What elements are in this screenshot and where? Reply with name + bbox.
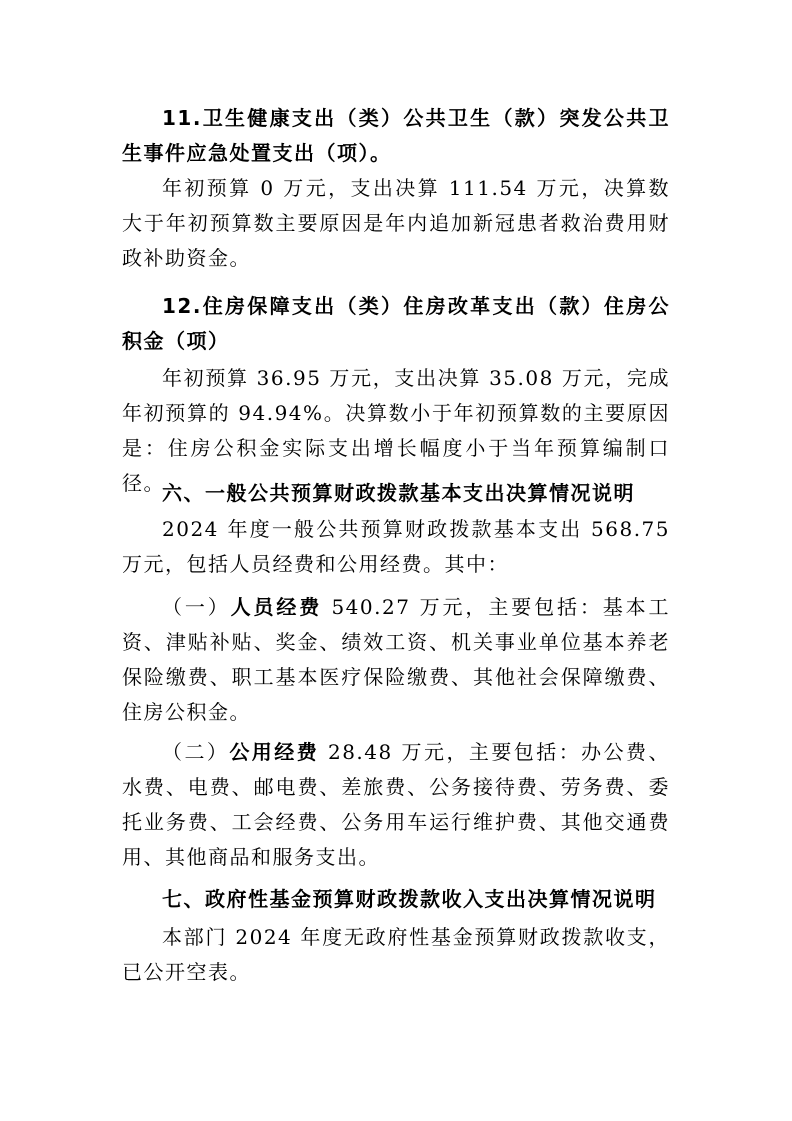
section-11-heading: 11.卫生健康支出（类）公共卫生（款）突发公共卫生事件应急处置支出（项）。 [122, 106, 670, 165]
public-expense-label: 公用经费 [229, 740, 320, 764]
section-7-heading: 七、政府性基金预算财政拨款收入支出决算情况说明 [162, 887, 657, 911]
public-expense-paragraph [122, 735, 670, 875]
section-12-heading: 12.住房保障支出（类）住房改革支出（款）住房公积金（项） [122, 294, 670, 353]
personnel-expense-prefix: （一） [162, 595, 231, 619]
public-expense-prefix: （二） [162, 740, 230, 764]
section-6-intro: 2024 年度一般公共预算财政拨款基本支出 568.75 万元，包括人员经费和公用经费。其中： [122, 517, 670, 576]
public-expense-text: 28.48 万元，主要包括：办公费、水费、电费、邮电费、差旅费、公务接待费、劳务费、委托业务费、工会经费、公务用车运行维护费、其他交通费用、其他商品和服务支出。 [122, 740, 671, 869]
section-11-body: 年初预算 0 万元，支出决算 111.54 万元，决算数大于年初预算数主要原因是年内追加新冠患者救治费用财政补助资金。 [122, 176, 670, 270]
section-12-body: 年初预算 36.95 万元，支出决算 35.08 万元，完成年初预算的 94.94%。决算数小于年初预算数的主要原因是：住房公积金实际支出增长幅度小于当年预算编制口径。 [122, 366, 670, 495]
personnel-expense-label: 人员经费 [230, 595, 323, 619]
personnel-expense-paragraph [122, 590, 670, 730]
section-6-heading: 六、一般公共预算财政拨款基本支出决算情况说明 [162, 481, 635, 505]
section-7-body: 本部门 2024 年度无政府性基金预算财政拨款收支，已公开空表。 [122, 925, 670, 984]
personnel-expense-text: 540.27 万元，主要包括：基本工资、津贴补贴、奖金、绩效工资、机关事业单位基本养老保险缴费、职工基本医疗保险缴费、其他社会保障缴费、住房公积金。 [122, 595, 671, 724]
